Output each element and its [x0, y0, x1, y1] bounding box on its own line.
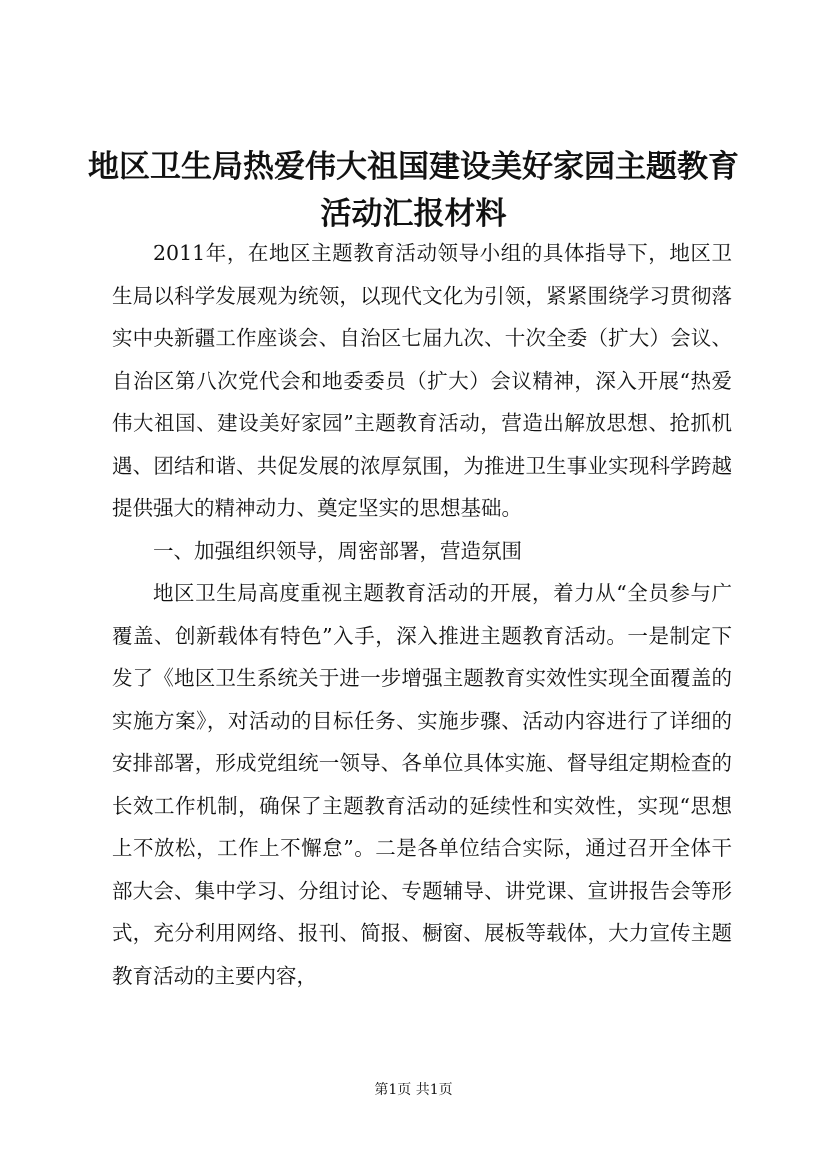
- page-footer: 第1页 共1页: [374, 1082, 453, 1098]
- section-heading-1: 一、加强组织领导，周密部署，营造氛围: [153, 538, 522, 563]
- document-body: [112, 232, 732, 997]
- document-title: 地区卫生局热爱伟大祖国建设美好家园主题教育活动汇报材料: [88, 149, 739, 232]
- paragraph-intro: 2011年，在地区主题教育活动领导小组的具体指导下，地区卫生局以科学发展观为统领，以现代文化为引领，紧紧围绕学习贯彻落实中央新疆工作座谈会、自治区七届九次、十次全委（扩大）会议、自治区第八次党代会和地委委员（扩大）会议精神，深入开展“热爱伟大祖国、建设美好家园”主题教育活动，营造出解放思想、抢抓机遇、团结和谐、共促发展的浓厚氛围，为推进卫生事业实现科学跨越提供强大的精神动力、奠定坚实的思想基础。: [112, 241, 732, 520]
- paragraph-section-1: 地区卫生局高度重视主题教育活动的开展，着力从“全员参与广覆盖、创新载体有特色”入手，深入推进主题教育活动。一是制定下发了《地区卫生系统关于进一步增强主题教育实效性实现全面覆盖的实施方案》，对活动的目标任务、实施步骤、活动内容进行了详细的安排部署，形成党组统一领导、各单位具体实施、督导组定期检查的长效工作机制，确保了主题教育活动的延续性和实效性，实现“思想上不放松，工作上不懈怠”。二是各单位结合实际，通过召开全体干部大会、集中学习、分组讨论、专题辅导、讲党课、宣讲报告会等形式，充分利用网络、报刊、简报、橱窗、展板等载体，大力宣传主题教育活动的主要内容，: [112, 581, 732, 988]
